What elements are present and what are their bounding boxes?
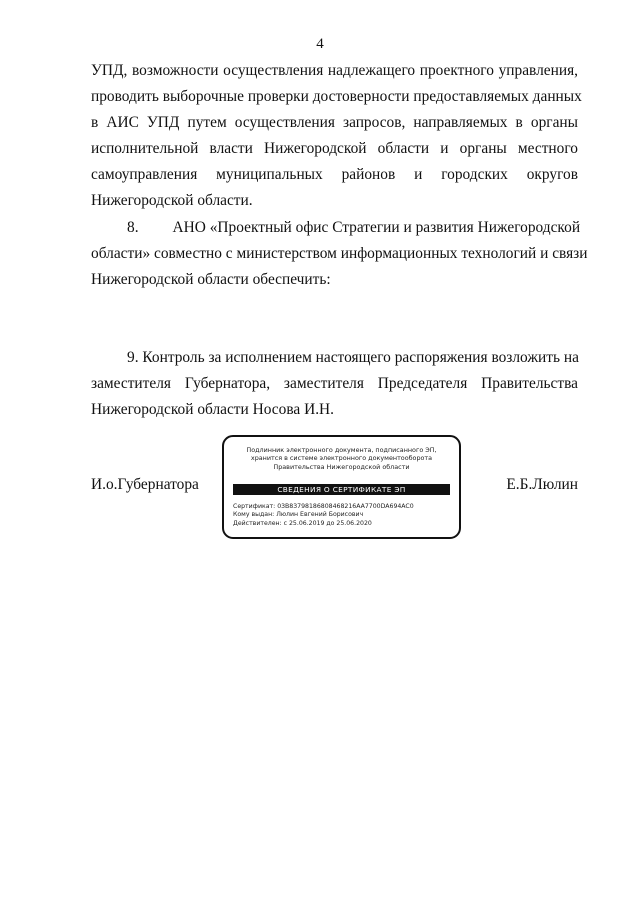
stamp-label: Действителен: [233, 519, 282, 527]
paragraph-8-first-line [91, 215, 581, 241]
bullet-item [91, 319, 578, 345]
stamp-details [233, 503, 414, 528]
signatory-name: Е.Б.Люлин [506, 476, 578, 493]
body-line: Нижегородской области обеспечить: [91, 270, 331, 288]
stamp-label: Сертификат: [233, 503, 276, 510]
body-line: самоуправления муниципальных районов и городских округов [91, 166, 578, 184]
stamp-header-line: Подлинник электронного документа, подписанного ЭП, [246, 446, 437, 454]
body-line: в АИС УПД путем осуществления запросов, направляемых в органы [91, 114, 578, 132]
body-line: исполнительной власти Нижегородской области и органы местного [91, 140, 578, 158]
stamp-valid-row [233, 520, 414, 528]
paragraph-9-first-line: 9. Контроль за исполнением настоящего распоряжения возложить на [127, 349, 579, 367]
stamp-header [224, 446, 459, 471]
document-body [91, 58, 588, 423]
stamp-header-line: хранится в системе электронного документооборота [250, 454, 433, 463]
body-line: области» совместно с министерством информационных технологий и связи [91, 244, 588, 262]
body-line: Нижегородской области Носова И.Н. [91, 401, 335, 419]
signatory-title: И.о.Губернатора [91, 476, 199, 493]
bullet-item [91, 293, 578, 319]
stamp-label: Кому выдан: [233, 511, 275, 519]
page-number: 4 [316, 36, 324, 52]
stamp-certificate-value: 03B83798186808468216AA7700DA694AC0 [277, 503, 414, 510]
body-line: заместителя Губернатора, заместителя Председателя Правительства [91, 375, 578, 393]
stamp-header-line: Правительства Нижегородской области [273, 462, 410, 471]
body-line: проводить выборочные проверки достоверности предоставляемых данных [91, 88, 582, 106]
stamp-certificate-bar: СВЕДЕНИЯ О СЕРТИФИКАТЕ ЭП [233, 484, 450, 495]
body-line: Нижегородской области. [91, 192, 253, 210]
stamp-issued-row [233, 511, 414, 519]
digital-signature-stamp [222, 435, 461, 539]
paragraph-number: 8. [127, 218, 139, 236]
stamp-valid-value: с 25.06.2019 до 25.06.2020 [283, 519, 372, 527]
body-line: УПД, возможности осуществления надлежащего проектного управления, [91, 62, 578, 79]
paragraph-8-text: АНО «Проектный офис Стратегии и развития Нижегородской [172, 218, 581, 236]
stamp-issued-value: Люлин Евгений Борисович [276, 511, 364, 519]
